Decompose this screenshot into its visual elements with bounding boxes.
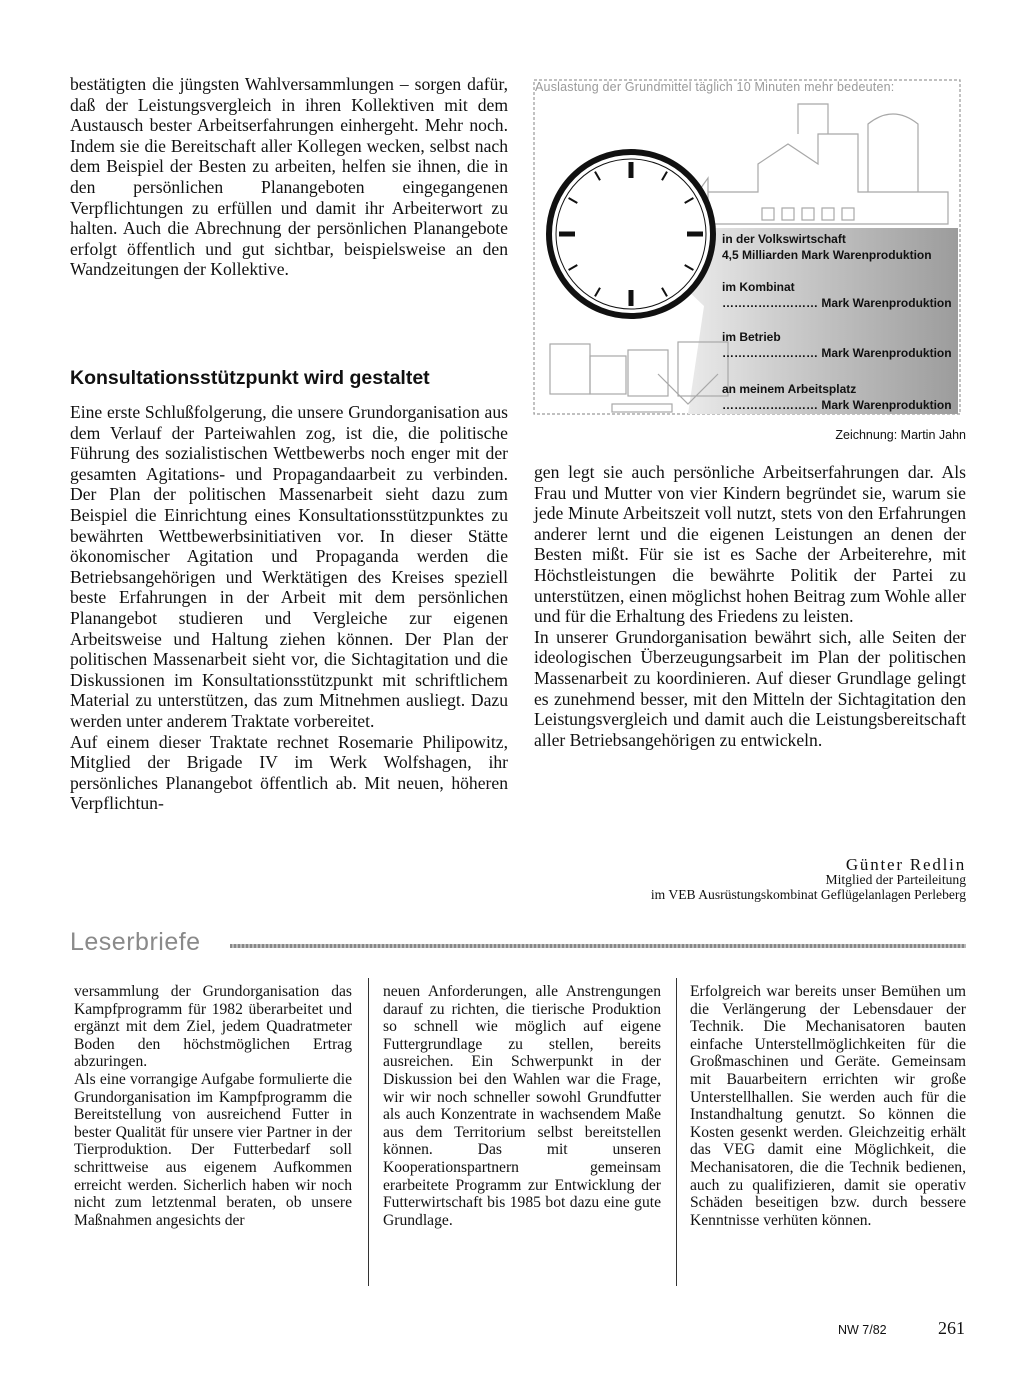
factory-outline (678, 104, 948, 224)
author-name: Günter Redlin (845, 855, 966, 874)
author-role-line: Mitglied der Parteileitung (825, 872, 966, 887)
letters-column-3 (690, 983, 966, 1229)
journal-reference: NW 7/82 (838, 1323, 887, 1337)
article-paragraph: gen legt sie auch persönliche Arbeitserfahrungen dar. Als Frau und Mutter von vier Kindern begründet sie, warum sie jede Minute Arbeitszeit voll nutzt, stets von den Erfahrungen anderer lernt und die eigenen Leistungen an denen der Besten mißt. Für sie ist es Sache der Arbeiterehre, mit Höchstleistungen die bewährte Politik der Partei zu unterstützen, einen möglichst hohen Beitrag zum Wohle aller und für die Erhaltung des Friedens zu leisten. (534, 462, 966, 627)
letter-paragraph: neuen Anforderungen, alle Anstrengungen darauf zu richten, die tierische Produktion so schnell wie möglich auf eigene Futtergrundlage zu stellen, bereits ausreichen. Ein Schwerpunkt in der Diskussion bei den Wahlen war die Frage, wir wir noch schneller sowohl Grundfutter als auch Konzentrate in wachsendem Maße aus dem Territorium selbst bereitstellen können. Das mit unseren Kooperationspartnern gemeinsam erarbeitete Programm zur Entwicklung der Futterwirtschaft bis 1985 bot dazu eine gute Grundlage. (383, 983, 661, 1229)
illustration-label: im Betrieb (722, 330, 781, 344)
article-paragraph: In unserer Grundorganisation bewährt sich, alle Seiten der ideologischen Überzeugungsarbeit im Plan der politischen Massenarbeit zu koordinieren. Auf dieser Grundlage gelingt es zunehmend besser, mit den Mitteln der Sichtagitation den Leistungsvergleich und damit auch die Leistungsbereitschaft aller Betriebsangehörigen zu entwickeln. (534, 626, 966, 750)
illustration-caption: Auslastung der Grundmittel täglich 10 Minuten mehr bedeuten: (535, 80, 895, 94)
letter-paragraph: versammlung der Grundorganisation das Kampfprogramm für 1982 überarbeitet und ergänzt mit dem Ziel, jedem Quadratmeter Boden den höchstmöglichen Ertrag abzuringen. (74, 983, 352, 1071)
illustration-label: in der Volkswirtschaft (722, 232, 846, 246)
illustration-label: 4,5 Milliarden Mark Warenproduktion (722, 248, 932, 262)
letters-column-1 (74, 983, 352, 1229)
illustration-credit: Zeichnung: Martin Jahn (835, 428, 966, 442)
letter-paragraph: Erfolgreich war bereits unser Bemühen um die Verlängerung der Lebensdauer der Technik. Die Mechanisatoren bauten einfache Unterstellmöglichkeiten für die Großmaschinen und Geräte. Gemeinsam mit Bauarbeitern errichten wir große Unterstellhallen. Sie werden auch für die Instandhaltung genutzt. So können die Kosten gesenkt werden. Gleichzeitig erhält das VEG damit eine Möglichkeit, die Mechanisatoren, die die Technik bedienen, auch zu qualifizieren, damit sie operativ Schäden beseitigen bzw. durch bessere Kenntnisse verhüten können. (690, 983, 966, 1229)
clock-face (549, 152, 713, 316)
letters-column-2 (383, 983, 661, 1229)
section-heading: Konsultationsstützpunkt wird gestaltet (70, 367, 430, 389)
section-divider (230, 944, 966, 948)
page-number: 261 (938, 1318, 965, 1338)
illustration-label: …………………… Mark Warenproduktion (722, 346, 952, 360)
illustration-drawing (528, 74, 968, 420)
letter-paragraph: Als eine vorrangige Aufgabe formulierte die Grundorganisation im Kampfprogramm die Bereitstellung von ausreichend Futter in bester Qualität für unsere vier Partner in der Tierproduktion. Der Futterbedarf soll schrittweise aus eigenem Aufkommen erreicht werden. Sicherlich haben wir noch nicht zum letztenmal beraten, ob unsere Maßnahmen angesichts der (74, 1070, 352, 1229)
article-paragraph: Eine erste Schlußfolgerung, die unsere Grundorganisation aus dem Verlauf der Parteiwahlen zog, ist die, die politische Führung des sozialistischen Wettbewerbs noch enger mit der gesamten Agitations- und Propagandaarbeit zu verbinden. Der Plan der politischen Massenarbeit sieht dazu zum Beispiel die Einrichtung eines Konsultationsstützpunktes zu bewährten Wettbewerbsinitiativen vor. In dieser Stätte ökonomischer Agitation und Propaganda werden die Betriebsangehörigen und Werktätigen des Kreises speziell beste Erfahrungen in der Arbeit mit dem persönlichen Planangebot studieren und Vergleiche zur eigenen Arbeitsweise und Haltung ziehen können. Der Plan der politischen Massenarbeit sieht vor, die Sichtagitation und die Diskussionen im Konsultationsstützpunkt mit schriftlichem Material zu unterstützen, das zum Mitnehmen ausliegt. Dazu werden unter anderem Traktate vorbereitet. (70, 402, 508, 731)
author-role-line: im VEB Ausrüstungskombinat Geflügelanlagen Perleberg (650, 887, 966, 902)
article-paragraph-intro: bestätigten die jüngsten Wahlversammlungen – sorgen dafür, daß der Leistungsvergleich in ihren Kollektiven mit dem Austausch bester Arbeitserfahrungen einhergeht. Mehr noch. Indem sie die Bereitschaft aller Kollegen wecken, selbst nach dem Beispiel der Besten zu arbeiten, helfen sie ihnen, die in den persönlichen Planangeboten eingegangenen Verpflichtungen zu erfüllen und damit ihr Arbeiterwort zu halten. Auch die Abrechnung der persönlichen Planangebote erfolgt öffentlich und gut sichtbar, beispielsweise an den Wandzeitungen der Kollektive. (70, 74, 508, 280)
illustration-label: …………………… Mark Warenproduktion (722, 296, 952, 310)
illustration-label: …………………… Mark Warenproduktion (722, 398, 952, 412)
illustration-clock-factory (528, 74, 968, 420)
article-paragraph: Auf einem dieser Traktate rechnet Rosemarie Philipowitz, Mitglied der Brigade IV im Werk Wolfshagen, ihr persönliches Planangebot öffentlich ab. Mit neuen, höheren Verpflichtun- (70, 731, 508, 814)
article-column-left-top (70, 74, 508, 280)
illustration-label: im Kombinat (722, 280, 795, 294)
column-divider (368, 978, 369, 1286)
column-divider (676, 978, 677, 1286)
article-column-left-bottom (70, 402, 508, 814)
author-role (540, 872, 966, 902)
letters-section-title: Leserbriefe (70, 928, 201, 956)
article-column-right (534, 462, 966, 750)
illustration-label: an meinem Arbeitsplatz (722, 382, 857, 396)
